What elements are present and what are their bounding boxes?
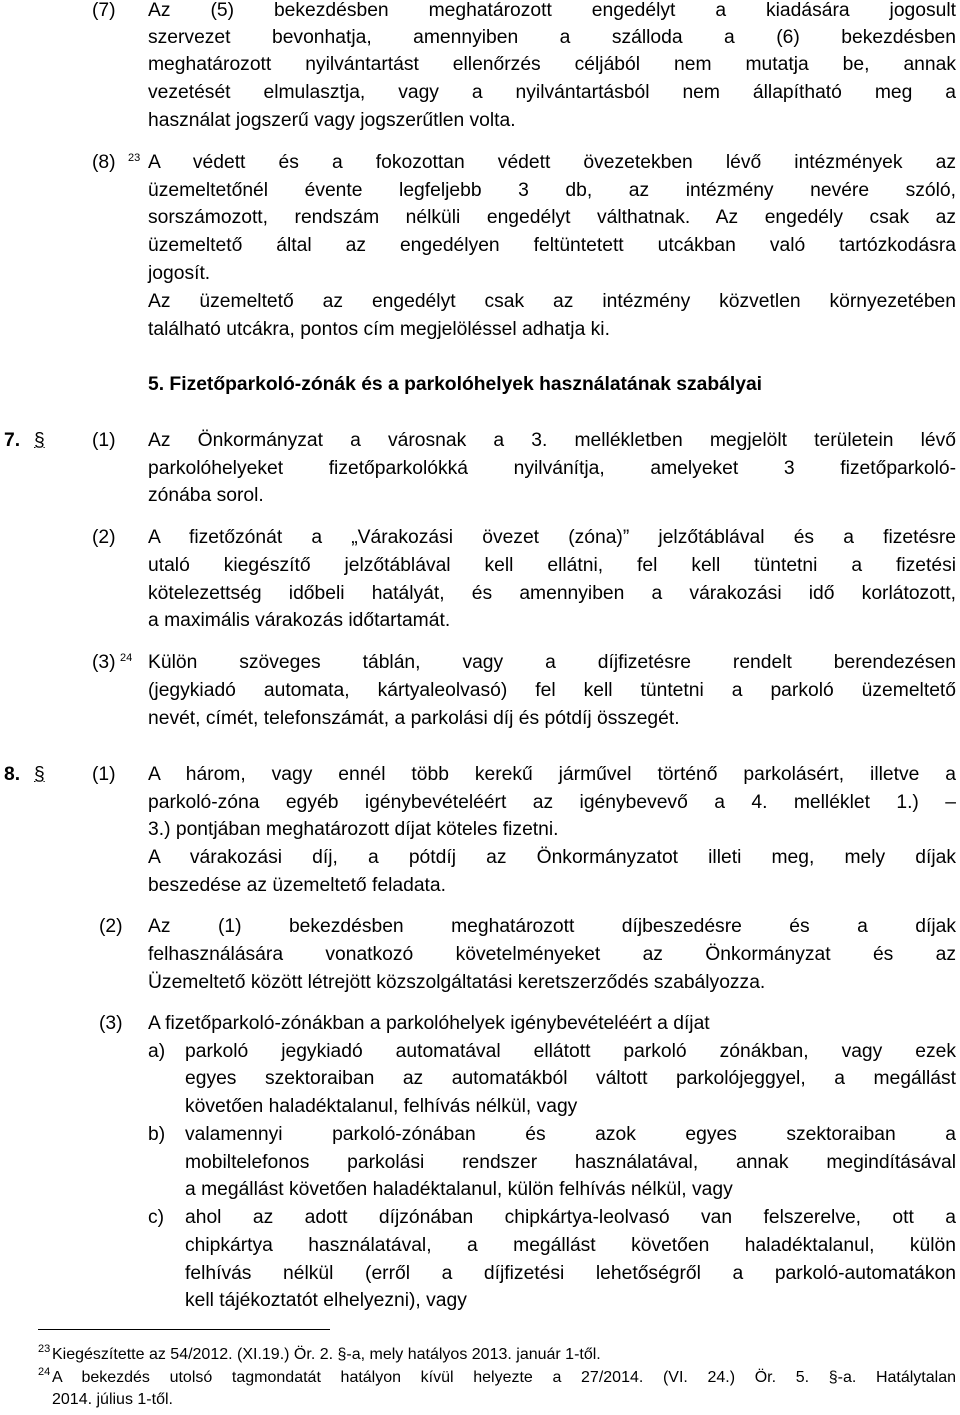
footnote-ref-23: 23 [128, 152, 141, 164]
footnote-marker [38, 1344, 50, 1366]
footnote-text: A bekezdés utolsó tagmondatát hatályon kívül helyezte a 27/2014. (VI. 24.) Ör. 5. §-a. Hatálytalan [52, 1369, 956, 1386]
paragraph-number: (2) [99, 916, 123, 937]
paragraph-line [0, 677, 960, 704]
paragraph-line [0, 913, 960, 940]
paragraph-line [0, 455, 960, 482]
paragraph-text: A három, vagy ennél több kerekű járművel történő parkolásért, illetve a [148, 764, 956, 785]
paragraph-text: Üzemeltető között létrejött közszolgáltatási keretszerződés szabályozza. [148, 972, 766, 993]
paragraph-line [0, 941, 960, 968]
list-item-line [0, 1204, 960, 1231]
paragraph-line [0, 51, 960, 78]
footnote [0, 1344, 960, 1366]
paragraph-line [0, 649, 960, 676]
paragraph-line [0, 789, 960, 816]
paragraph-text: zónába sorol. [148, 485, 264, 506]
footnote-number: 24 [38, 1366, 51, 1378]
list-item-label: c) [148, 1207, 165, 1228]
footnote-number: 23 [38, 1343, 51, 1355]
footnote-separator [38, 1329, 330, 1330]
list-item-text: felhívás nélkül (erről a díjfizetési lehetőségről a parkoló-automatákon [185, 1263, 956, 1284]
section-sign: § [34, 764, 45, 785]
paragraph-text: sorszámozott, rendszám nélküli engedélyt válthatnak. Az engedély csak az [148, 207, 956, 228]
paragraph-number: (1) [92, 430, 116, 451]
paragraph-text: használat jogszerű vagy jogszerűtlen volta. [148, 110, 516, 131]
section-number: 8. [4, 764, 21, 785]
footnote [0, 1367, 960, 1389]
paragraph-line [0, 316, 960, 343]
paragraph-line [0, 260, 960, 287]
paragraph-line [0, 607, 960, 634]
paragraph-number: (2) [92, 527, 116, 548]
chapter-heading [0, 371, 960, 398]
list-item-text: egyes szektoraiban az automatákból váltott parkolójeggyel, a megállást [185, 1068, 956, 1089]
paragraph-text: található utcákra, pontos cím megjelöléssel adhatja ki. [148, 319, 610, 340]
list-item-text: valamennyi parkoló-zónában és azok egyes szektoraiban a [185, 1124, 956, 1145]
list-item-label: b) [148, 1124, 166, 1145]
paragraph-line [0, 24, 960, 51]
list-item-label: a) [148, 1041, 166, 1062]
paragraph-line [0, 107, 960, 134]
footnote-ref-24: 24 [120, 652, 133, 664]
paragraph-text: beszedése az üzemeltető feladata. [148, 875, 446, 896]
paragraph-text: Az (1) bekezdésben meghatározott díjbeszedésre és a díjak [148, 916, 956, 937]
paragraph-text: üzemeltetőnél évente legfeljebb 3 db, az intézmény nevére szóló, [148, 180, 956, 201]
paragraph-text: A fizetőzónát a „Várakozási övezet (zóna)” jelzőtáblával és a fizetésre [148, 527, 956, 548]
list-item-line [0, 1260, 960, 1287]
paragraph-text: szervezet bevonhatja, amennyiben a szálloda a (6) bekezdésben [148, 27, 956, 48]
paragraph-line [0, 816, 960, 843]
paragraph-text: meghatározott nyilvántartást ellenőrzés céljából nem mutatja be, annak [148, 54, 956, 75]
list-item-line [0, 1093, 960, 1120]
section-sign: § [34, 430, 45, 451]
paragraph-line [0, 872, 960, 899]
footnote-reference [128, 149, 140, 176]
paragraph-line [0, 204, 960, 231]
paragraph-number: (3) [92, 652, 116, 673]
list-item-text: parkoló jegykiadó automatával ellátott parkoló zónákban, vagy ezek [185, 1041, 956, 1062]
list-item-text: a megállást követően haladéktalanul, külön felhívás nélkül, vagy [185, 1179, 733, 1200]
footnote-marker [38, 1367, 50, 1389]
paragraph-text: parkoló-zóna egyéb igénybevételéért az igénybevevő a 4. melléklet 1.) – [148, 792, 956, 813]
paragraph-line [0, 705, 960, 732]
paragraph-number: (8) [92, 152, 116, 173]
list-item-line [0, 1287, 960, 1314]
paragraph-text: a maximális várakozás időtartamát. [148, 610, 451, 631]
paragraph-line [0, 177, 960, 204]
paragraph-line [0, 844, 960, 871]
paragraph-text: A védett és a fokozottan védett övezetekben lévő intézmények az [148, 152, 956, 173]
paragraph-text: A várakozási díj, a pótdíj az Önkormányzatot illeti meg, mely díjak [148, 847, 956, 868]
footnote-text: 2014. július 1-től. [52, 1391, 173, 1408]
paragraph-line [0, 288, 960, 315]
paragraph-text: jogosít. [148, 263, 211, 284]
paragraph-text: Az üzemeltető az engedélyt csak az intézmény közvetlen környezetében [148, 291, 956, 312]
paragraph-text: Az (5) bekezdésben meghatározott engedélyt a kiadására jogosult [148, 0, 956, 21]
paragraph-text: nevét, címét, telefonszámát, a parkolási díj és pótdíj összegét. [148, 708, 680, 729]
paragraph-line [0, 427, 960, 454]
chapter-title: 5. Fizetőparkoló-zónák és a parkolóhelyek használatának szabályai [148, 374, 763, 395]
list-item-text: követően haladéktalanul, felhívás nélkül, vagy [185, 1096, 578, 1117]
paragraph-text: A fizetőparkoló-zónákban a parkolóhelyek igénybevételéért a díjat [148, 1013, 710, 1034]
paragraph-line [0, 0, 960, 24]
footnote-reference [120, 649, 132, 676]
paragraph-text: Külön szöveges táblán, vagy a díjfizetésre rendelt berendezésen [148, 652, 956, 673]
footnote-line [0, 1389, 960, 1411]
paragraph-text: felhasználására vonatkozó követelményeket az Önkormányzat és az [148, 944, 956, 965]
list-item-line [0, 1149, 960, 1176]
paragraph-text: kötelezettség időbeli hatályát, és amennyiben a várakozási idő korlátozott, [148, 583, 956, 604]
paragraph-line [0, 232, 960, 259]
paragraph-text: utaló kiegészítő jelzőtáblával kell ellátni, fel kell tüntetni a fizetési [148, 555, 956, 576]
list-item-line [0, 1176, 960, 1203]
paragraph-text: parkolóhelyeket fizetőparkolókká nyilvánítja, amelyeket 3 fizetőparkoló- [148, 458, 956, 479]
paragraph-line [0, 1010, 960, 1037]
list-item-text: mobiltelefonos parkolási rendszer használatával, annak megindításával [185, 1152, 956, 1173]
paragraph-line [0, 524, 960, 551]
list-item-text: ahol az adott díjzónában chipkártya-leolvasó van felszerelve, ott a [185, 1207, 956, 1228]
paragraph-line [0, 761, 960, 788]
paragraph-text: (jegykiadó automata, kártyaleolvasó) fel kell tüntetni a parkoló üzemeltető [148, 680, 956, 701]
footnote-text: Kiegészítette az 54/2012. (XI.19.) Ör. 2. §-a, mely hatályos 2013. január 1-től. [52, 1346, 601, 1363]
paragraph-line [0, 969, 960, 996]
paragraph-number: (1) [92, 764, 116, 785]
paragraph-text: 3.) pontjában meghatározott díjat köteles fizetni. [148, 819, 559, 840]
paragraph-line [0, 79, 960, 106]
paragraph-text: üzemeltető által az engedélyen feltüntetett utcákban való tartózkodásra [148, 235, 956, 256]
paragraph-line [0, 482, 960, 509]
paragraph-text: Az Önkormányzat a városnak a 3. mellékletben megjelölt területein lévő [148, 430, 956, 451]
paragraph-number: (3) [99, 1013, 123, 1034]
list-item-line [0, 1038, 960, 1065]
list-item-text: kell tájékoztatót elhelyezni), vagy [185, 1290, 467, 1311]
paragraph-line [0, 580, 960, 607]
paragraph-number: (7) [92, 0, 116, 21]
paragraph-text: vezetését elmulasztja, vagy a nyilvántartásból nem állapítható meg a [148, 82, 956, 103]
list-item-line [0, 1065, 960, 1092]
paragraph-line [0, 149, 960, 176]
list-item-line [0, 1121, 960, 1148]
list-item-line [0, 1232, 960, 1259]
list-item-text: chipkártya használatával, a megállást követően haladéktalanul, külön [185, 1235, 956, 1256]
paragraph-line [0, 552, 960, 579]
section-number: 7. [4, 430, 21, 451]
